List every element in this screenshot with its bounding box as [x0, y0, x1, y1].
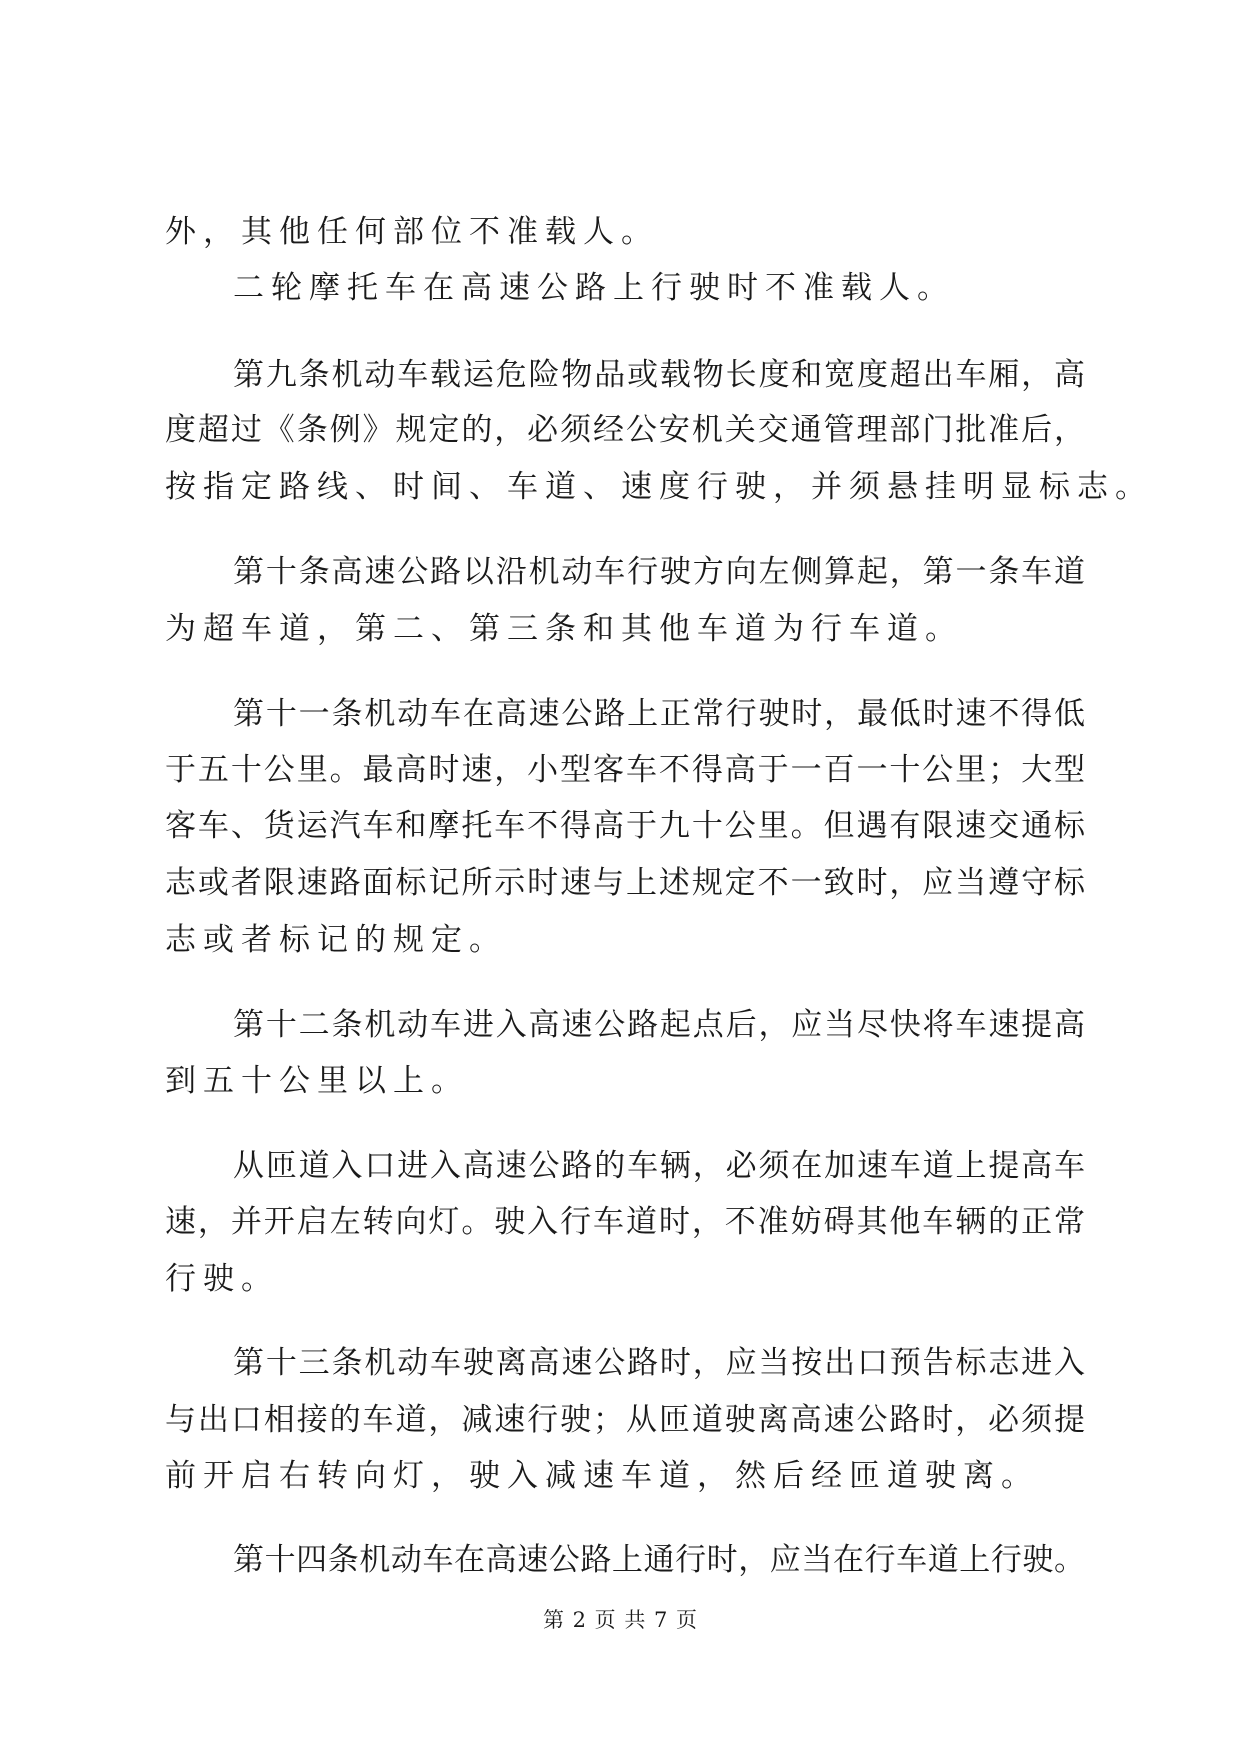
- text-line: 按指定路线、时间、车道、速度行驶，并须悬挂明显标志。: [165, 469, 1153, 505]
- text-line: 行驶。: [165, 1261, 279, 1297]
- text-line: 速，并开启左转向灯。驶入行车道时，不准妨碍其他车辆的正常: [165, 1204, 1085, 1240]
- page-number-footer: 第 2 页 共 7 页: [542, 1608, 699, 1632]
- text-line: 第十二条机动车进入高速公路起点后，应当尽快将车速提高: [233, 1007, 1085, 1043]
- text-line: 度超过《条例》规定的，必须经公安机关交通管理部门批准后，: [165, 412, 1085, 448]
- text-line: 第十四条机动车在高速公路上通行时，应当在行车道上行驶。: [233, 1542, 1085, 1578]
- text-line: 与出口相接的车道，减速行驶；从匝道驶离高速公路时，必须提: [165, 1402, 1085, 1438]
- text-line: 第十条高速公路以沿机动车行驶方向左侧算起，第一条车道: [233, 554, 1085, 590]
- text-line: 志或者标记的规定。: [165, 922, 507, 958]
- text-line: 第十一条机动车在高速公路上正常行驶时，最低时速不得低: [233, 696, 1085, 732]
- text-line: 外，其他任何部位不准载人。: [165, 214, 659, 250]
- text-line: 客车、货运汽车和摩托车不得高于九十公里。但遇有限速交通标: [165, 808, 1085, 844]
- text-line: 到五十公里以上。: [165, 1063, 469, 1099]
- text-line: 第十三条机动车驶离高速公路时，应当按出口预告标志进入: [233, 1345, 1085, 1381]
- text-line: 第九条机动车载运危险物品或载物长度和宽度超出车厢，高: [233, 357, 1085, 393]
- text-line: 二轮摩托车在高速公路上行驶时不准载人。: [233, 270, 955, 306]
- text-line: 志或者限速路面标记所示时速与上述规定不一致时，应当遵守标: [165, 865, 1085, 901]
- text-line: 于五十公里。最高时速，小型客车不得高于一百一十公里；大型: [165, 752, 1085, 788]
- text-line: 从匝道入口进入高速公路的车辆，必须在加速车道上提高车: [233, 1148, 1085, 1184]
- text-line: 为超车道，第二、第三条和其他车道为行车道。: [165, 611, 963, 647]
- text-line: 前开启右转向灯，驶入减速车道，然后经匝道驶离。: [165, 1458, 1039, 1494]
